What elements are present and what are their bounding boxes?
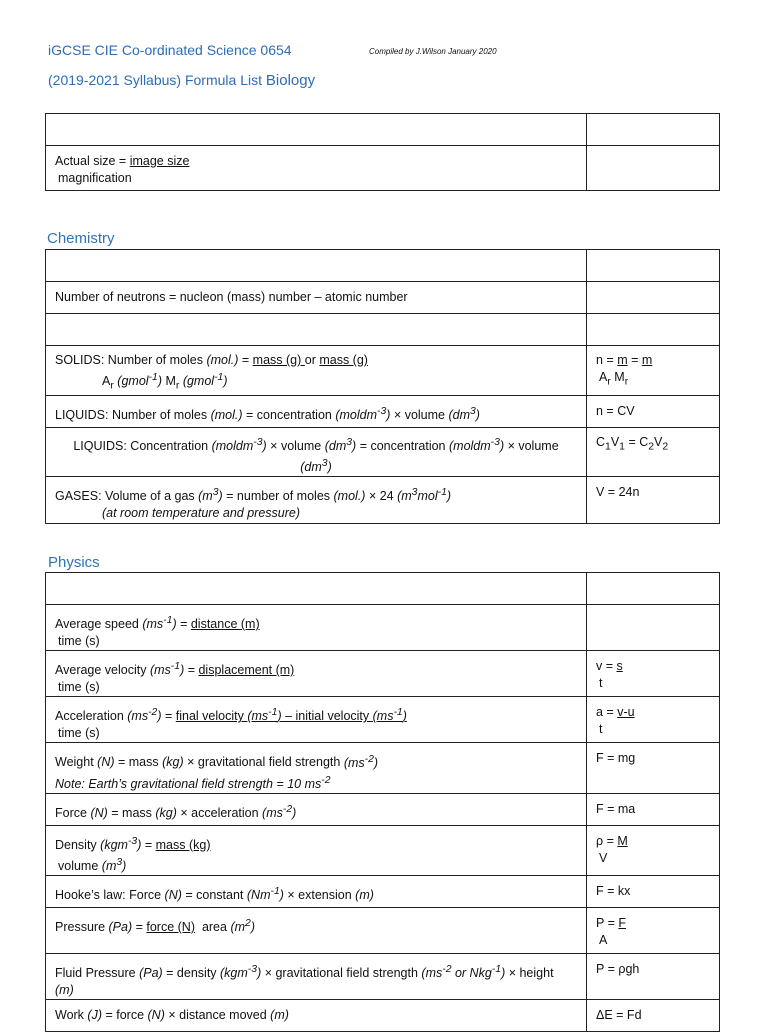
credit-note: Compiled by J.Wilson January 2020 bbox=[369, 47, 497, 56]
density-row: Density (kgm$^{-3}$) = mass (kg) volume $(m^3)$ ρ = M V bbox=[46, 825, 720, 875]
acceleration-row: Acceleration $(ms^{-2})$ = final velocity $(ms^{-1})$ – initial velocity $(ms^{-1})$ time (s) a = v-u t bbox=[46, 697, 720, 743]
velocity-row: Average velocity $(ms^{-1})$ = displacement (m) time (s) v = s t bbox=[46, 651, 720, 697]
work-row: Work (J) = force (N) × distance moved (m) ΔE = Fd bbox=[46, 1000, 720, 1032]
liquids-moles-row: LIQUIDS: Number of moles (mol.) = concentration (moldm$^{-3}$) × volume $(dm^3)$ n = CV bbox=[46, 395, 720, 427]
table-row bbox=[46, 573, 720, 605]
gases-row: GASES: Volume of a gas $(m^3)$ = number of moles (mol.) × 24 $(m^3mol^{-1})$ (at room temperature and pressure) V = 24n bbox=[46, 476, 720, 523]
pressure-row: Pressure (Pa) = force (N) area $(m^2)$ P = F A bbox=[46, 908, 720, 954]
title-line-1 bbox=[48, 42, 292, 58]
physics-heading: Physics bbox=[48, 554, 100, 571]
liquids-dilution-row: LIQUIDS: Concentration (moldm$^{-3}$) × volume $(dm^3)$ = concentration (moldm$^{-3}$) × volume $(dm^3)$ $C_1V_1 = C_2V_2$ bbox=[46, 427, 720, 476]
neutrons-row: Number of neutrons = nucleon (mass) number – atomic number bbox=[46, 282, 720, 314]
solids-symbol: n = m = m $A_r$ $M_r$ bbox=[587, 346, 720, 396]
fluid-pressure-row: Fluid Pressure (Pa) = density (kgm$^{-3}$) × gravitational field strength ($ms^{-2}$ or Nkg$^{-1}$) × height (m) P = ρgh bbox=[46, 954, 720, 1000]
physics-table bbox=[45, 572, 720, 1032]
table-row bbox=[46, 114, 720, 146]
biology-table bbox=[45, 113, 720, 191]
title-line-2 bbox=[48, 72, 315, 89]
table-row bbox=[46, 314, 720, 346]
syllabus-title: (2019-2021 Syllabus) Formula List bbox=[48, 72, 262, 88]
speed-row: Average speed $(ms^{-1})$ = distance (m) time (s) bbox=[46, 605, 720, 651]
course-title: iGCSE CIE Co-ordinated Science 0654 bbox=[48, 42, 292, 58]
chemistry-heading: Chemistry bbox=[47, 230, 115, 247]
weight-row: Weight (N) = mass (kg) × gravitational field strength $(ms^{-2})$ Note: Earth’s gravitational field strength = 10 $ms^{-2}$ F = mg bbox=[46, 743, 720, 793]
subject-title: Biology bbox=[265, 72, 316, 89]
force-row: Force (N) = mass (kg) × acceleration $(ms^{-2})$ F = ma bbox=[46, 793, 720, 825]
chemistry-table bbox=[45, 249, 720, 524]
hookes-law-row: Hooke’s law: Force (N) = constant $(Nm^{-1})$ × extension (m) F = kx bbox=[46, 876, 720, 908]
table-row bbox=[46, 250, 720, 282]
magnification-row: Actual size = image size magnification bbox=[46, 146, 720, 191]
solids-row: SOLIDS: Number of moles (mol.) = mass (g) or mass (g) $A_r$ (gmol$^{-1}$) $M_r$ (gmol$^{-1}$) n = m = m $A_r$ $M_r$ bbox=[46, 346, 720, 396]
